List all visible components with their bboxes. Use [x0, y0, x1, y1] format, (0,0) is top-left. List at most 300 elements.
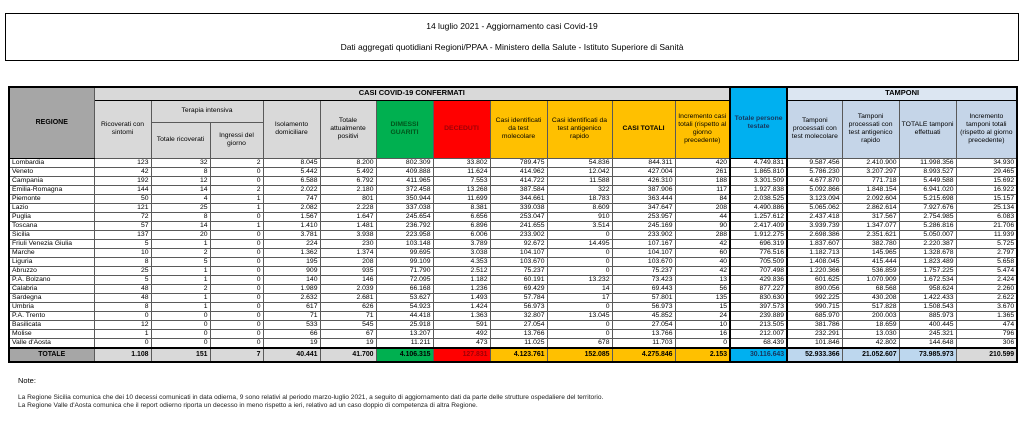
cell-isolamento_domiciliare: 2.632: [263, 293, 320, 302]
cell-totale_attualmente_positivi: 19: [320, 338, 376, 348]
cell-terapia_intensiva_totale: 2: [151, 248, 210, 257]
cell-ricoverati_con_sintomi: 192: [94, 176, 151, 185]
cell-ricoverati_con_sintomi: 5: [94, 275, 151, 284]
cell-region-name: Sardegna: [9, 293, 94, 302]
cell-totale_attualmente_positivi: 1.374: [320, 248, 376, 257]
cell-casi_test_antigenico: 910: [547, 212, 612, 221]
cell-terapia_intensiva_totale: 0: [151, 320, 210, 329]
cell-dimessi_guariti: 11.211: [376, 338, 433, 348]
cell-totale_persone_testate: 1.257.612: [730, 212, 787, 221]
cell-terapia_intensiva_totale: 1: [151, 293, 210, 302]
total-incremento-casi: 2.153: [675, 348, 730, 362]
cell-dimessi_guariti: 337.038: [376, 203, 433, 212]
table-header: [9, 87, 1017, 158]
table-row: [9, 248, 1017, 257]
cell-totale_tamponi: 245.321: [899, 329, 956, 338]
cell-terapia_intensiva_ingressi: 0: [210, 311, 263, 320]
cell-ricoverati_con_sintomi: 48: [94, 284, 151, 293]
cell-dimessi_guariti: 72.095: [376, 275, 433, 284]
cell-casi_totali: 107.167: [612, 239, 675, 248]
cell-dimessi_guariti: 13.207: [376, 329, 433, 338]
header-ricoverati-con-sintomi: Ricoverati con sintomi: [94, 100, 151, 158]
cell-region-name: P.A. Bolzano: [9, 275, 94, 284]
cell-incremento_casi: 288: [675, 230, 730, 239]
cell-casi_totali: 347.647: [612, 203, 675, 212]
cell-terapia_intensiva_totale: 14: [151, 221, 210, 230]
total-terapia-intensiva-totale: 151: [151, 348, 210, 362]
notes-section: [18, 376, 1024, 411]
cell-tamponi_antigenico: 1.848.154: [842, 185, 899, 194]
cell-deceduti: 492: [433, 329, 490, 338]
header-incremento-tamponi: Incremento tamponi totali (rispetto al giorno precedente): [956, 100, 1017, 158]
cell-incremento_casi: 0: [675, 338, 730, 348]
cell-terapia_intensiva_ingressi: 0: [210, 302, 263, 311]
cell-incremento_tamponi: 15.157: [956, 194, 1017, 203]
cell-totale_tamponi: 885.973: [899, 311, 956, 320]
notes-label: Note:: [18, 375, 36, 385]
cell-incremento_tamponi: 2.797: [956, 248, 1017, 257]
cell-deceduti: 473: [433, 338, 490, 348]
cell-dimessi_guariti: 411.965: [376, 176, 433, 185]
cell-incremento_casi: 261: [675, 167, 730, 176]
cell-terapia_intensiva_ingressi: 0: [210, 338, 263, 348]
cell-incremento_tamponi: 306: [956, 338, 1017, 348]
cell-totale_persone_testate: 1.927.838: [730, 185, 787, 194]
cell-casi_test_molecolare: 13.766: [490, 329, 547, 338]
cell-casi_test_molecolare: 32.807: [490, 311, 547, 320]
cell-tamponi_molecolare: 3.939.739: [787, 221, 842, 230]
cell-isolamento_domiciliare: 1.567: [263, 212, 320, 221]
cell-incremento_casi: 60: [675, 248, 730, 257]
cell-ricoverati_con_sintomi: 1: [94, 329, 151, 338]
table-row: [9, 194, 1017, 203]
cell-terapia_intensiva_totale: 25: [151, 203, 210, 212]
cell-terapia_intensiva_totale: 1: [151, 266, 210, 275]
cell-totale_tamponi: 1.823.489: [899, 257, 956, 266]
cell-tamponi_antigenico: 3.207.297: [842, 167, 899, 176]
cell-tamponi_molecolare: 2.698.386: [787, 230, 842, 239]
header-terapia-intensiva: Terapia intensiva: [151, 100, 263, 122]
cell-totale_attualmente_positivi: 2.228: [320, 203, 376, 212]
cell-incremento_tamponi: 474: [956, 320, 1017, 329]
cell-ricoverati_con_sintomi: 123: [94, 158, 151, 167]
cell-tamponi_molecolare: 381.786: [787, 320, 842, 329]
cell-tamponi_antigenico: 2.092.604: [842, 194, 899, 203]
table-row: [9, 293, 1017, 302]
cell-casi_test_antigenico: 0: [547, 230, 612, 239]
cell-tamponi_antigenico: 517.828: [842, 302, 899, 311]
cell-deceduti: 33.802: [433, 158, 490, 167]
cell-terapia_intensiva_totale: 8: [151, 167, 210, 176]
cell-tamponi_antigenico: 200.003: [842, 311, 899, 320]
total-totale-tamponi: 73.985.973: [899, 348, 956, 362]
cell-deceduti: 1.363: [433, 311, 490, 320]
cell-tamponi_antigenico: 771.718: [842, 176, 899, 185]
cell-terapia_intensiva_ingressi: 2: [210, 158, 263, 167]
total-persone-testate: 30.116.643: [730, 348, 787, 362]
cell-totale_attualmente_positivi: 5.492: [320, 167, 376, 176]
cell-incremento_casi: 13: [675, 275, 730, 284]
cell-ricoverati_con_sintomi: 42: [94, 167, 151, 176]
cell-casi_test_antigenico: 678: [547, 338, 612, 348]
cell-casi_totali: 104.107: [612, 248, 675, 257]
cell-incremento_tamponi: 11.939: [956, 230, 1017, 239]
cell-totale_tamponi: 2.220.387: [899, 239, 956, 248]
cell-terapia_intensiva_totale: 1: [151, 239, 210, 248]
cell-incremento_tamponi: 16.922: [956, 185, 1017, 194]
cell-deceduti: 6.656: [433, 212, 490, 221]
cell-totale_attualmente_positivi: 626: [320, 302, 376, 311]
table-row: [9, 338, 1017, 348]
cell-casi_totali: 844.311: [612, 158, 675, 167]
cell-isolamento_domiciliare: 195: [263, 257, 320, 266]
cell-ricoverati_con_sintomi: 57: [94, 221, 151, 230]
header-tamponi-molecolare: Tamponi processati con test molecolare: [787, 100, 842, 158]
cell-tamponi_molecolare: 992.225: [787, 293, 842, 302]
cell-totale_attualmente_positivi: 71: [320, 311, 376, 320]
cell-casi_totali: 103.670: [612, 257, 675, 266]
cell-casi_test_antigenico: 54.836: [547, 158, 612, 167]
cell-casi_test_molecolare: 233.902: [490, 230, 547, 239]
cell-dimessi_guariti: 223.958: [376, 230, 433, 239]
header-casi-confermati: CASI COVID-19 CONFERMATI: [94, 87, 730, 100]
cell-tamponi_antigenico: 68.568: [842, 284, 899, 293]
cell-ricoverati_con_sintomi: 8: [94, 302, 151, 311]
cell-tamponi_antigenico: 1.070.909: [842, 275, 899, 284]
cell-terapia_intensiva_totale: 12: [151, 176, 210, 185]
cell-terapia_intensiva_totale: 8: [151, 212, 210, 221]
cell-casi_test_molecolare: 75.237: [490, 266, 547, 275]
header-regione: REGIONE: [9, 87, 94, 158]
total-casi-totali: 4.275.846: [612, 348, 675, 362]
cell-casi_totali: 13.766: [612, 329, 675, 338]
cell-isolamento_domiciliare: 140: [263, 275, 320, 284]
cell-ricoverati_con_sintomi: 10: [94, 248, 151, 257]
total-casi-test-antigenico: 152.085: [547, 348, 612, 362]
cell-deceduti: 11.624: [433, 167, 490, 176]
cell-terapia_intensiva_ingressi: 0: [210, 248, 263, 257]
header-ingressi-del-giorno: Ingressi del giorno: [210, 122, 263, 158]
cell-totale_persone_testate: 705.509: [730, 257, 787, 266]
cell-terapia_intensiva_totale: 1: [151, 302, 210, 311]
cell-casi_test_molecolare: 27.054: [490, 320, 547, 329]
cell-isolamento_domiciliare: 617: [263, 302, 320, 311]
cell-incremento_tamponi: 2.424: [956, 275, 1017, 284]
cell-totale_tamponi: 400.445: [899, 320, 956, 329]
cell-dimessi_guariti: 99.695: [376, 248, 433, 257]
cell-ricoverati_con_sintomi: 5: [94, 239, 151, 248]
cell-casi_test_molecolare: 241.655: [490, 221, 547, 230]
cell-region-name: Sicilia: [9, 230, 94, 239]
cell-casi_test_antigenico: 0: [547, 257, 612, 266]
cell-region-name: Toscana: [9, 221, 94, 230]
cell-terapia_intensiva_ingressi: 0: [210, 167, 263, 176]
cell-totale_persone_testate: 397.573: [730, 302, 787, 311]
cell-dimessi_guariti: 71.790: [376, 266, 433, 275]
table-row: [9, 230, 1017, 239]
cell-casi_test_antigenico: 18.783: [547, 194, 612, 203]
cell-totale_persone_testate: 4.749.831: [730, 158, 787, 167]
header-incremento-casi: Incremento casi totali (rispetto al giorno precedente): [675, 100, 730, 158]
cell-tamponi_antigenico: 415.444: [842, 257, 899, 266]
cell-isolamento_domiciliare: 1.989: [263, 284, 320, 293]
cell-deceduti: 591: [433, 320, 490, 329]
cell-casi_test_molecolare: 789.475: [490, 158, 547, 167]
table-row: [9, 266, 1017, 275]
cell-terapia_intensiva_ingressi: 0: [210, 176, 263, 185]
cell-tamponi_antigenico: 2.351.621: [842, 230, 899, 239]
cell-ricoverati_con_sintomi: 12: [94, 320, 151, 329]
cell-tamponi_molecolare: 9.587.456: [787, 158, 842, 167]
cell-ricoverati_con_sintomi: 144: [94, 185, 151, 194]
cell-terapia_intensiva_totale: 20: [151, 230, 210, 239]
cell-totale_persone_testate: 2.038.525: [730, 194, 787, 203]
table-row: [9, 329, 1017, 338]
header-totale-tamponi: TOTALE tamponi effettuati: [899, 100, 956, 158]
table-row: [9, 185, 1017, 194]
cell-incremento_tamponi: 15.692: [956, 176, 1017, 185]
cell-totale_persone_testate: 239.889: [730, 311, 787, 320]
cell-incremento_tamponi: 1.365: [956, 311, 1017, 320]
table-row: [9, 158, 1017, 167]
cell-ricoverati_con_sintomi: 0: [94, 338, 151, 348]
cell-incremento_casi: 90: [675, 221, 730, 230]
cell-deceduti: 1.493: [433, 293, 490, 302]
cell-totale_tamponi: 958.624: [899, 284, 956, 293]
cell-totale_attualmente_positivi: 801: [320, 194, 376, 203]
cell-isolamento_domiciliare: 747: [263, 194, 320, 203]
cell-casi_test_antigenico: 13.232: [547, 275, 612, 284]
cell-deceduti: 1.424: [433, 302, 490, 311]
cell-dimessi_guariti: 99.109: [376, 257, 433, 266]
cell-totale_attualmente_positivi: 1.647: [320, 212, 376, 221]
cell-tamponi_molecolare: 4.677.870: [787, 176, 842, 185]
cell-ricoverati_con_sintomi: 72: [94, 212, 151, 221]
cell-isolamento_domiciliare: 1.362: [263, 248, 320, 257]
cell-totale_persone_testate: 1.865.810: [730, 167, 787, 176]
cell-casi_test_antigenico: 0: [547, 266, 612, 275]
table-footer: [9, 348, 1017, 362]
cell-casi_test_molecolare: 103.670: [490, 257, 547, 266]
cell-totale_attualmente_positivi: 2.180: [320, 185, 376, 194]
cell-tamponi_antigenico: 2.410.900: [842, 158, 899, 167]
cell-tamponi_antigenico: 430.208: [842, 293, 899, 302]
cell-totale_persone_testate: 776.516: [730, 248, 787, 257]
cell-terapia_intensiva_ingressi: 0: [210, 293, 263, 302]
cell-incremento_casi: 16: [675, 329, 730, 338]
total-label: TOTALE: [9, 348, 94, 362]
cell-tamponi_molecolare: 5.786.230: [787, 167, 842, 176]
total-deceduti: 127.831: [433, 348, 490, 362]
cell-incremento_tamponi: 3.670: [956, 302, 1017, 311]
table-row: [9, 239, 1017, 248]
cell-dimessi_guariti: 103.148: [376, 239, 433, 248]
cell-tamponi_molecolare: 601.625: [787, 275, 842, 284]
cell-incremento_casi: 42: [675, 239, 730, 248]
cell-dimessi_guariti: 53.627: [376, 293, 433, 302]
cell-ricoverati_con_sintomi: 137: [94, 230, 151, 239]
cell-incremento_tamponi: 796: [956, 329, 1017, 338]
cell-terapia_intensiva_totale: 5: [151, 257, 210, 266]
header-isolamento-domiciliare: Isolamento domiciliare: [263, 100, 320, 158]
cell-dimessi_guariti: 802.309: [376, 158, 433, 167]
cell-casi_test_antigenico: 0: [547, 329, 612, 338]
cell-incremento_tamponi: 5.474: [956, 266, 1017, 275]
report-title: 14 luglio 2021 - Aggiornamento casi Covid-19: [426, 21, 598, 31]
cell-casi_totali: 427.004: [612, 167, 675, 176]
cell-terapia_intensiva_ingressi: 1: [210, 194, 263, 203]
cell-dimessi_guariti: 409.888: [376, 167, 433, 176]
cell-casi_totali: 426.310: [612, 176, 675, 185]
total-terapia-intensiva-ingressi: 7: [210, 348, 263, 362]
header-totale-ricoverati: Totale ricoverati: [151, 122, 210, 158]
cell-terapia_intensiva_totale: 1: [151, 275, 210, 284]
cell-region-name: Friuli Venezia Giulia: [9, 239, 94, 248]
cell-terapia_intensiva_ingressi: 0: [210, 329, 263, 338]
cell-dimessi_guariti: 245.654: [376, 212, 433, 221]
cell-ricoverati_con_sintomi: 8: [94, 257, 151, 266]
cell-terapia_intensiva_ingressi: 0: [210, 266, 263, 275]
cell-incremento_casi: 420: [675, 158, 730, 167]
cell-casi_totali: 233.902: [612, 230, 675, 239]
cell-casi_test_antigenico: 14: [547, 284, 612, 293]
cell-casi_totali: 56.973: [612, 302, 675, 311]
cell-casi_test_antigenico: 12.042: [547, 167, 612, 176]
note-line: La Regione Valle d'Aosta comunica che il report odierno riporta un decesso in meno rispetto a ieri, relativo ad un caso doppio di competenza di altra Regione.: [18, 402, 478, 409]
cell-tamponi_antigenico: 13.030: [842, 329, 899, 338]
cell-terapia_intensiva_totale: 32: [151, 158, 210, 167]
cell-tamponi_antigenico: 2.862.614: [842, 203, 899, 212]
cell-totale_persone_testate: 2.417.409: [730, 221, 787, 230]
cell-isolamento_domiciliare: 224: [263, 239, 320, 248]
header-casi-test-antigenico: Casi identificati da test antigenico rapido: [547, 100, 612, 158]
cell-region-name: Piemonte: [9, 194, 94, 203]
cell-terapia_intensiva_totale: 0: [151, 311, 210, 320]
header-tamponi-antigenico: Tamponi processati con test antigenico rapido: [842, 100, 899, 158]
cell-dimessi_guariti: 350.944: [376, 194, 433, 203]
total-tamponi-molecolare: 52.933.366: [787, 348, 842, 362]
cell-terapia_intensiva_ingressi: 0: [210, 284, 263, 293]
header-deceduti: DECEDUTI: [433, 100, 490, 158]
cell-tamponi_antigenico: 42.802: [842, 338, 899, 348]
cell-incremento_casi: 188: [675, 176, 730, 185]
cell-tamponi_molecolare: 1.182.713: [787, 248, 842, 257]
cell-totale_persone_testate: 4.490.886: [730, 203, 787, 212]
cell-incremento_tamponi: 5.658: [956, 257, 1017, 266]
cell-casi_test_antigenico: 8.609: [547, 203, 612, 212]
cell-casi_test_molecolare: 57.784: [490, 293, 547, 302]
note-lines: [18, 394, 1024, 411]
cell-totale_tamponi: 1.328.678: [899, 248, 956, 257]
cell-incremento_tamponi: 2.622: [956, 293, 1017, 302]
cell-tamponi_molecolare: 232.291: [787, 329, 842, 338]
cell-tamponi_antigenico: 536.859: [842, 266, 899, 275]
cell-isolamento_domiciliare: 71: [263, 311, 320, 320]
cell-terapia_intensiva_totale: 2: [151, 284, 210, 293]
cell-isolamento_domiciliare: 8.045: [263, 158, 320, 167]
cell-totale_attualmente_positivi: 146: [320, 275, 376, 284]
cell-casi_test_molecolare: 387.584: [490, 185, 547, 194]
cell-tamponi_molecolare: 990.715: [787, 302, 842, 311]
cell-tamponi_antigenico: 1.347.077: [842, 221, 899, 230]
cell-incremento_tamponi: 21.706: [956, 221, 1017, 230]
cell-region-name: Campania: [9, 176, 94, 185]
cell-totale_tamponi: 5.050.007: [899, 230, 956, 239]
cell-isolamento_domiciliare: 19: [263, 338, 320, 348]
cell-casi_totali: 69.443: [612, 284, 675, 293]
cell-casi_test_molecolare: 104.107: [490, 248, 547, 257]
cell-totale_attualmente_positivi: 8.200: [320, 158, 376, 167]
cell-dimessi_guariti: 54.923: [376, 302, 433, 311]
cell-totale_tamponi: 2.754.985: [899, 212, 956, 221]
cell-region-name: Valle d'Aosta: [9, 338, 94, 348]
cell-tamponi_molecolare: 101.846: [787, 338, 842, 348]
cell-totale_tamponi: 1.422.433: [899, 293, 956, 302]
total-tamponi-antigenico: 21.052.607: [842, 348, 899, 362]
cell-region-name: Lazio: [9, 203, 94, 212]
cell-region-name: Lombardia: [9, 158, 94, 167]
cell-isolamento_domiciliare: 533: [263, 320, 320, 329]
cell-casi_totali: 245.169: [612, 221, 675, 230]
cell-isolamento_domiciliare: 5.442: [263, 167, 320, 176]
cell-deceduti: 6.896: [433, 221, 490, 230]
cell-casi_test_antigenico: 13.045: [547, 311, 612, 320]
cell-totale_attualmente_positivi: 208: [320, 257, 376, 266]
cell-deceduti: 13.268: [433, 185, 490, 194]
cell-isolamento_domiciliare: 66: [263, 329, 320, 338]
cell-dimessi_guariti: 236.792: [376, 221, 433, 230]
header-totale-attualmente-positivi: Totale attualmente positivi: [320, 100, 376, 158]
cell-terapia_intensiva_ingressi: 0: [210, 320, 263, 329]
cell-casi_test_molecolare: 253.047: [490, 212, 547, 221]
cell-casi_test_molecolare: 69.429: [490, 284, 547, 293]
header-casi-totali: CASI TOTALI: [612, 100, 675, 158]
table-row: [9, 302, 1017, 311]
cell-casi_test_molecolare: 414.962: [490, 167, 547, 176]
cell-tamponi_antigenico: 18.659: [842, 320, 899, 329]
cell-incremento_casi: 40: [675, 257, 730, 266]
cell-tamponi_antigenico: 317.567: [842, 212, 899, 221]
cell-terapia_intensiva_totale: 14: [151, 185, 210, 194]
cell-totale_tamponi: 5.215.698: [899, 194, 956, 203]
cell-totale_attualmente_positivi: 545: [320, 320, 376, 329]
total-incremento-tamponi: 210.599: [956, 348, 1017, 362]
covid-table-wrapper: [8, 86, 1016, 363]
report-header: [5, 13, 1019, 61]
cell-casi_totali: 11.703: [612, 338, 675, 348]
cell-casi_test_molecolare: 92.672: [490, 239, 547, 248]
cell-totale_tamponi: 7.927.676: [899, 203, 956, 212]
cell-totale_attualmente_positivi: 6.792: [320, 176, 376, 185]
cell-terapia_intensiva_ingressi: 1: [210, 203, 263, 212]
cell-isolamento_domiciliare: 2.022: [263, 185, 320, 194]
cell-casi_totali: 363.444: [612, 194, 675, 203]
cell-casi_test_antigenico: 0: [547, 248, 612, 257]
cell-incremento_tamponi: 6.083: [956, 212, 1017, 221]
table-row: [9, 212, 1017, 221]
cell-ricoverati_con_sintomi: 48: [94, 293, 151, 302]
cell-tamponi_molecolare: 1.220.366: [787, 266, 842, 275]
cell-incremento_tamponi: 29.465: [956, 167, 1017, 176]
table-row: [9, 311, 1017, 320]
cell-region-name: Umbria: [9, 302, 94, 311]
cell-region-name: Liguria: [9, 257, 94, 266]
note-line: La Regione Sicilia comunica che dei 10 decessi comunicati in data odierna, 9 sono relativi al periodo marzo-luglio 2021, a seguito di aggiornamento dati da parte delle strutture ospedaliere del territorio.: [18, 393, 604, 401]
table-row: [9, 203, 1017, 212]
cell-totale_persone_testate: 429.836: [730, 275, 787, 284]
cell-region-name: Puglia: [9, 212, 94, 221]
cell-totale_attualmente_positivi: 2.039: [320, 284, 376, 293]
